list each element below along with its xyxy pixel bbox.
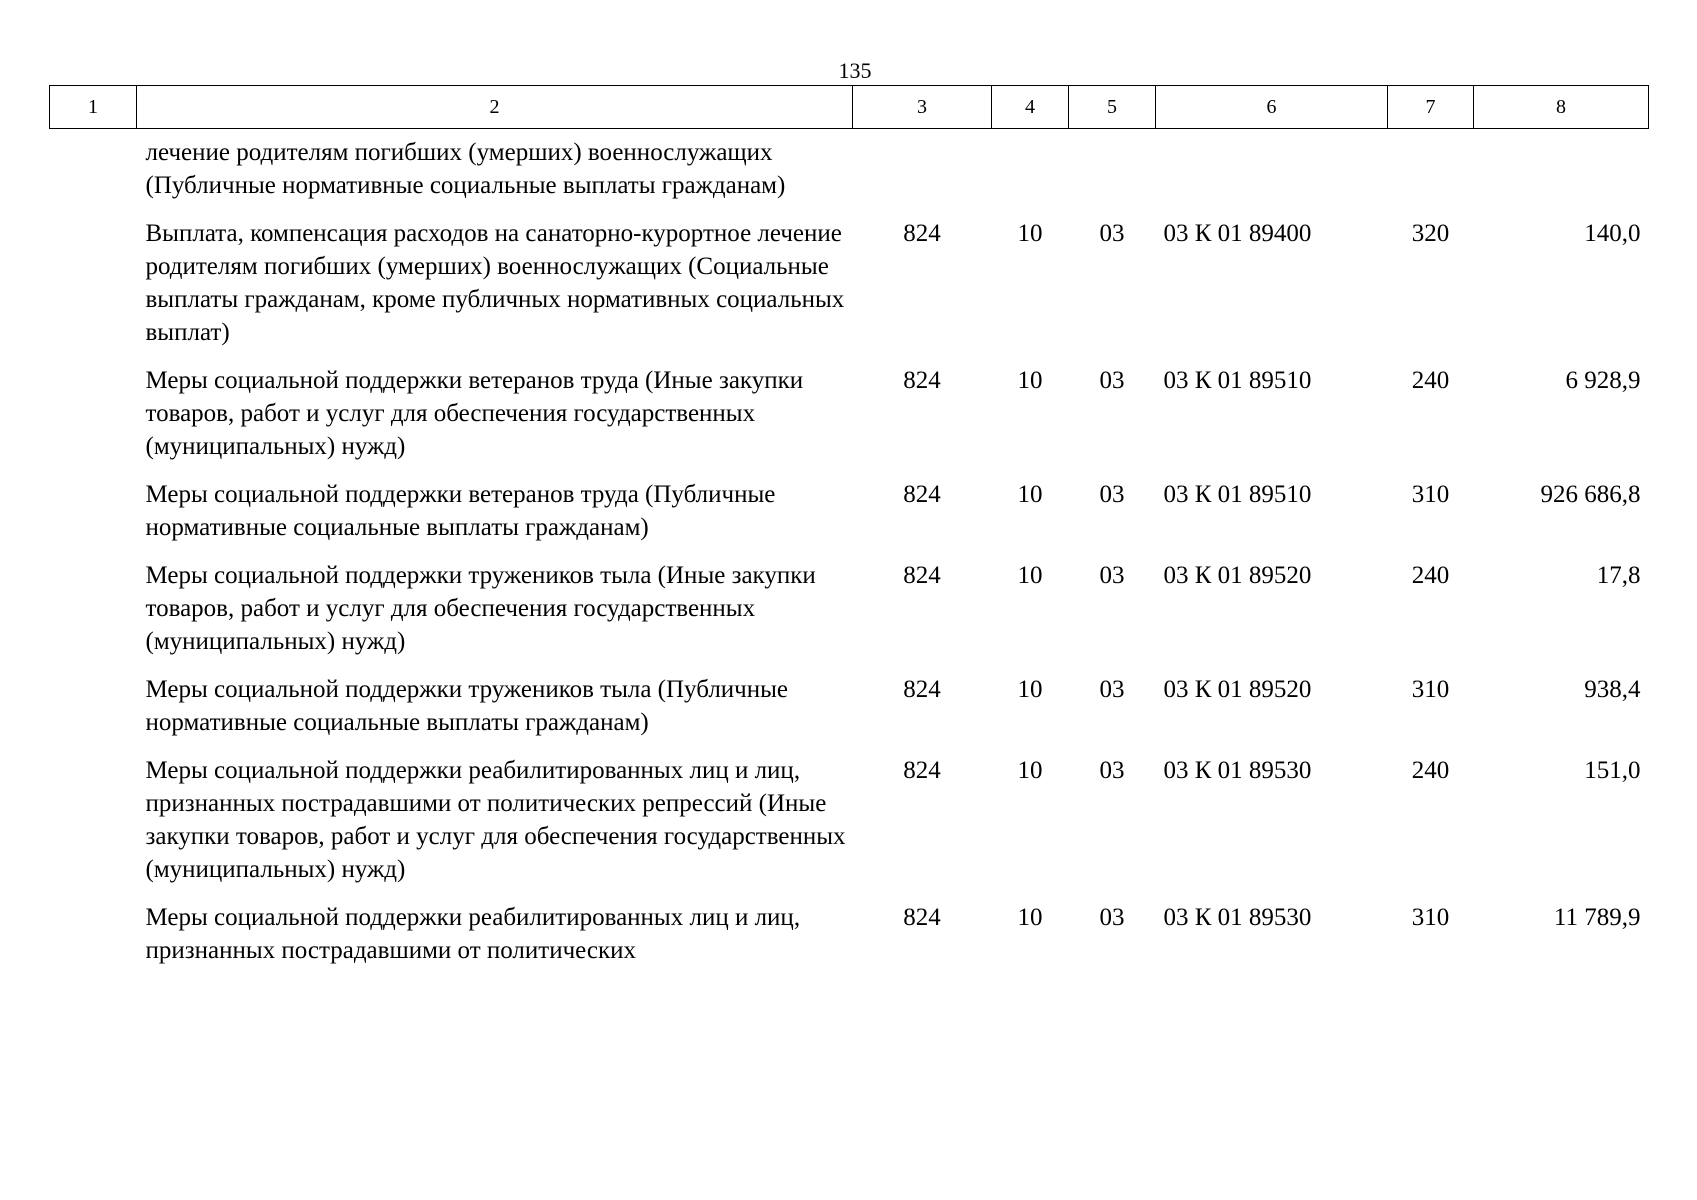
subsection-code: 03 xyxy=(1099,220,1125,247)
expense-name: лечение родителям погибших (умерших) военнослужащих (Публичные нормативные социальные выплаты гражданам) xyxy=(145,139,786,199)
column-header: 6 xyxy=(1156,86,1388,129)
section-code: 10 xyxy=(1017,676,1043,703)
expense-name: Меры социальной поддержки реабилитированных лиц и лиц, признанных пострадавшими от политических репрессий (Иные закупки товаров, работ и услуг для обеспечения государственных (муниципальных) нужд) xyxy=(145,757,846,883)
section-code: 10 xyxy=(1017,904,1043,931)
target-article: 03 К 01 89520 xyxy=(1163,676,1312,703)
expense-name: Меры социальной поддержки ветеранов труда (Публичные нормативные социальные выплаты гражданам) xyxy=(145,481,776,541)
subsection-code: 03 xyxy=(1099,562,1125,589)
amount: 140,0 xyxy=(1584,220,1641,247)
target-article xyxy=(1156,129,1388,218)
expense-type: 240 xyxy=(1411,562,1450,589)
subsection-code: 03 xyxy=(1099,904,1125,931)
amount: 938,4 xyxy=(1584,676,1641,703)
expense-name: Меры социальной поддержки тружеников тыла (Иные закупки товаров, работ и услуг для обеспечения государственных (муниципальных) нужд) xyxy=(145,562,816,655)
section-code: 10 xyxy=(1017,562,1043,589)
section-code: 10 xyxy=(1017,481,1043,508)
table-row xyxy=(50,217,1649,364)
ministry-code: 824 xyxy=(903,757,941,784)
expense-type xyxy=(1388,129,1474,218)
column-header: 4 xyxy=(992,86,1069,129)
section-code: 10 xyxy=(1017,757,1043,784)
subsection-code: 03 xyxy=(1099,676,1125,703)
ministry-code: 824 xyxy=(903,676,941,703)
target-article: 03 К 01 89530 xyxy=(1163,904,1312,931)
amount: 151,0 xyxy=(1584,757,1641,784)
expense-type: 240 xyxy=(1411,757,1450,784)
table-row xyxy=(50,478,1649,559)
target-article: 03 К 01 89510 xyxy=(1163,367,1312,394)
row-spacer xyxy=(50,129,137,218)
row-spacer xyxy=(50,559,137,673)
section-code: 10 xyxy=(1017,367,1043,394)
column-header: 3 xyxy=(853,86,992,129)
ministry-code: 824 xyxy=(903,367,941,394)
expense-type: 310 xyxy=(1411,481,1450,508)
amount: 6 928,9 xyxy=(1565,367,1641,394)
table-row xyxy=(50,129,1649,218)
expense-name: Меры социальной поддержки тружеников тыла (Публичные нормативные социальные выплаты гражданам) xyxy=(145,676,789,736)
column-header: 1 xyxy=(50,86,137,129)
amount xyxy=(1474,129,1649,218)
expense-name: Выплата, компенсация расходов на санаторно-курортное лечение родителям погибших (умерших) военнослужащих (Социальные выплаты гражданам, кроме публичных нормативных социальных выплат) xyxy=(145,220,845,346)
expense-name: Меры социальной поддержки ветеранов труда (Иные закупки товаров, работ и услуг для обеспечения государственных (муниципальных) нужд) xyxy=(145,367,804,460)
table-row xyxy=(50,559,1649,673)
column-header: 2 xyxy=(137,86,853,129)
amount: 17,8 xyxy=(1596,562,1641,589)
expense-type: 310 xyxy=(1411,904,1450,931)
table-row xyxy=(50,901,1649,982)
column-header: 7 xyxy=(1388,86,1474,129)
amount: 926 686,8 xyxy=(1540,481,1641,508)
table-row xyxy=(50,673,1649,754)
amount: 11 789,9 xyxy=(1553,904,1641,931)
row-spacer xyxy=(50,217,137,364)
table-row xyxy=(50,364,1649,478)
budget-table xyxy=(49,85,1649,982)
expense-name: Меры социальной поддержки реабилитированных лиц и лиц, признанных пострадавшими от политических xyxy=(145,904,801,964)
target-article: 03 К 01 89400 xyxy=(1163,220,1312,247)
ministry-code: 824 xyxy=(903,220,941,247)
row-spacer xyxy=(50,901,137,982)
column-header: 5 xyxy=(1069,86,1156,129)
section-code: 10 xyxy=(1017,220,1043,247)
subsection-code: 03 xyxy=(1099,481,1125,508)
column-header: 8 xyxy=(1474,86,1649,129)
row-spacer xyxy=(50,754,137,901)
section-code xyxy=(992,129,1069,218)
expense-type: 320 xyxy=(1411,220,1450,247)
target-article: 03 К 01 89520 xyxy=(1163,562,1312,589)
target-article: 03 К 01 89510 xyxy=(1163,481,1312,508)
ministry-code: 824 xyxy=(903,562,941,589)
expense-type: 310 xyxy=(1411,676,1450,703)
target-article: 03 К 01 89530 xyxy=(1163,757,1312,784)
page-number: 135 xyxy=(838,58,872,83)
ministry-code: 824 xyxy=(903,481,941,508)
row-spacer xyxy=(50,364,137,478)
ministry-code: 824 xyxy=(903,904,941,931)
row-spacer xyxy=(50,673,137,754)
expense-type: 240 xyxy=(1411,367,1450,394)
subsection-code xyxy=(1069,129,1156,218)
ministry-code xyxy=(853,129,992,218)
table-row xyxy=(50,754,1649,901)
column-number-header xyxy=(50,86,1649,129)
subsection-code: 03 xyxy=(1099,367,1125,394)
subsection-code: 03 xyxy=(1099,757,1125,784)
row-spacer xyxy=(50,478,137,559)
